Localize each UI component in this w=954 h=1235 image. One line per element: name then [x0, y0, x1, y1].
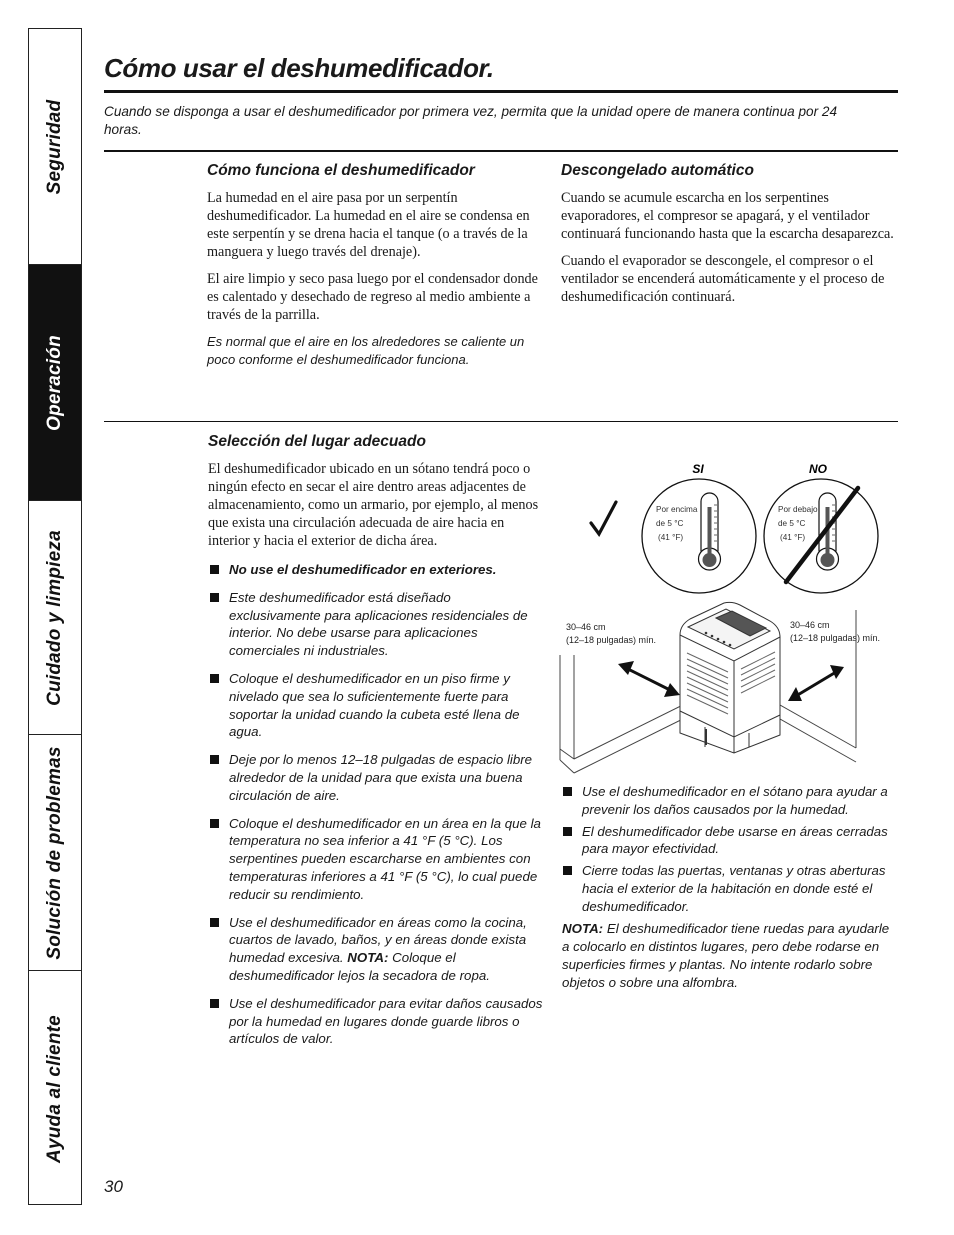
thermo-cold-line: Por debajo: [778, 505, 818, 514]
section-divider: [104, 150, 898, 152]
thermometer-warm-icon: [642, 479, 756, 593]
thermo-cold-line: (41 °F): [780, 533, 806, 542]
section-divider: [104, 421, 898, 422]
how-it-works-note: Es normal que el aire en los alrededores se caliente un poco conforme el deshumedificador funciona.: [207, 334, 525, 367]
location-section: [208, 433, 546, 1058]
page-title: Cómo usar el deshumedificador.: [104, 53, 494, 83]
dehumidifier-icon: [680, 602, 780, 753]
list-item: Este deshumedificador está diseñado exclusivamente para aplicaciones residenciales de interior. No debe usarse para aplicaciones comerciales ni industriales.: [209, 589, 546, 660]
tab-operacion[interactable]: [29, 265, 81, 501]
right-clearance-line: 30–46 cm: [790, 620, 830, 630]
list-item: Cierre todas las puertas, ventanas y otras aberturas hacia el exterior de la habitación en donde esté el deshumedificador.: [562, 862, 898, 915]
tab-seguridad[interactable]: [29, 29, 81, 265]
location-bullets: [209, 561, 546, 1048]
tab-ayuda-cliente[interactable]: [29, 971, 81, 1206]
si-label: SI: [692, 462, 704, 476]
intro-text: Cuando se disponga a usar el deshumedificador por primera vez, permita que la unidad opere de manera continua por 24 horas.: [104, 104, 838, 137]
list-item: El deshumedificador debe usarse en áreas cerradas para mayor efectividad.: [562, 823, 898, 859]
left-clearance-line: (12–18 pulgadas) mín.: [566, 635, 657, 645]
wheels-note: [562, 920, 898, 992]
how-it-works-p2: El aire limpio y seco pasa luego por el condensador donde es calentado y desechado de regreso al medio ambiente a través de la parrilla.: [207, 271, 538, 323]
tab-solucion-problemas[interactable]: [29, 735, 81, 971]
checkmark-icon: [591, 502, 616, 534]
list-item: Use el deshumedificador en el sótano para ayudar a prevenir los daños causados por la humedad.: [562, 783, 898, 819]
location-right-bullets: [562, 783, 898, 916]
thermo-warm-line: (41 °F): [658, 533, 684, 542]
location-right-column: [562, 783, 898, 992]
nota-label: NOTA:: [562, 920, 604, 936]
tab-cuidado-limpieza[interactable]: [29, 501, 81, 735]
tab-label: Solución de problemas: [44, 745, 65, 960]
list-item: No use el deshumedificador en exteriores.: [209, 561, 546, 579]
thermometer-cold-icon: [764, 479, 878, 593]
left-clearance-line: 30–46 cm: [566, 622, 606, 632]
defrost-p2: Cuando el evaporador se descongele, el compresor o el ventilador se encenderá automáticamente y el proceso de deshumedificación continuará.: [561, 253, 885, 305]
tab-label: Seguridad: [44, 99, 65, 194]
how-it-works-heading: Cómo funciona el deshumedificador: [207, 162, 475, 179]
sidebar-tabs: [28, 28, 82, 1205]
how-it-works-p1: La humedad en el aire pasa por un serpentín deshumedificador. La humedad en el aire se condensa en este serpentín y se drena hacia el tanque (o a través de la manguera y luego través del drenaje).: [207, 190, 530, 260]
list-item: Coloque el deshumedificador en un área en la que la temperatura no sea inferior a 41 °F (5 °C). Los serpentines pueden escarcharse en ambientes con temperaturas inferiores a 41 °F (5 °C), lo cual puede reducir su rendimiento.: [209, 815, 546, 904]
how-it-works-section: [207, 162, 545, 378]
list-item: Coloque el deshumedificador en un piso firme y nivelado que sea lo suficientemente fuerte para soportar la unidad cuando la cubeta esté llena de agua.: [209, 670, 546, 741]
bullet-text: Coloque el deshumedificador lejos la secadora de ropa.: [229, 950, 490, 983]
right-clearance-line: (12–18 pulgadas) mín.: [790, 633, 881, 643]
list-item: [209, 914, 546, 985]
defrost-heading: Descongelado automático: [561, 162, 754, 179]
tab-label: Cuidado y limpieza: [44, 529, 65, 706]
list-item: Use el deshumedificador para evitar daños causados por la humedad en lugares donde guarde libros o artículos de valor.: [209, 995, 546, 1048]
location-p1: El deshumedificador ubicado en un sótano tendrá poco o ningún efecto en secar el aire dentro areas adjacentes de almacenamiento, como un armario, por ejemplo, al menos que exista una circulación adecuada de aire hacia en interior y hacia el exterior de dicha área.: [208, 461, 539, 549]
nota-text: El deshumedificador tiene ruedas para ayudarle a colocarlo en distintos lugares, pero debe rodarse en superficies firmes y plantas. No intente rodarlo sobre objetos o sobre una alfombra.: [562, 920, 890, 990]
tab-label: Ayuda al cliente: [44, 1014, 65, 1163]
thermo-warm-line: Por encima: [656, 505, 698, 514]
bullet-text: Use el deshumedificador en áreas como la cocina, cuartos de lavado, baños, y en áreas donde exista humedad excesiva.: [229, 914, 527, 966]
tab-label: Operación: [44, 334, 65, 431]
nota-label: NOTA:: [347, 950, 389, 966]
thermo-cold-line: de 5 °C: [778, 519, 806, 528]
defrost-section: [561, 162, 899, 315]
location-heading: Selección del lugar adecuado: [208, 433, 426, 450]
page-number: 30: [104, 1177, 123, 1196]
title-rule: [104, 90, 898, 93]
thermo-warm-line: de 5 °C: [656, 519, 684, 528]
list-item: Deje por lo menos 12–18 pulgadas de espacio libre alrededor de la unidad para que exista una buena circulación de aire.: [209, 751, 546, 804]
defrost-p1: Cuando se acumule escarcha en los serpentines evaporadores, el compresor se apagará, y el ventilador continuará funcionando hasta que la escarcha desaparezca.: [561, 190, 894, 242]
no-label: NO: [809, 462, 827, 476]
placement-figure: [556, 455, 898, 780]
